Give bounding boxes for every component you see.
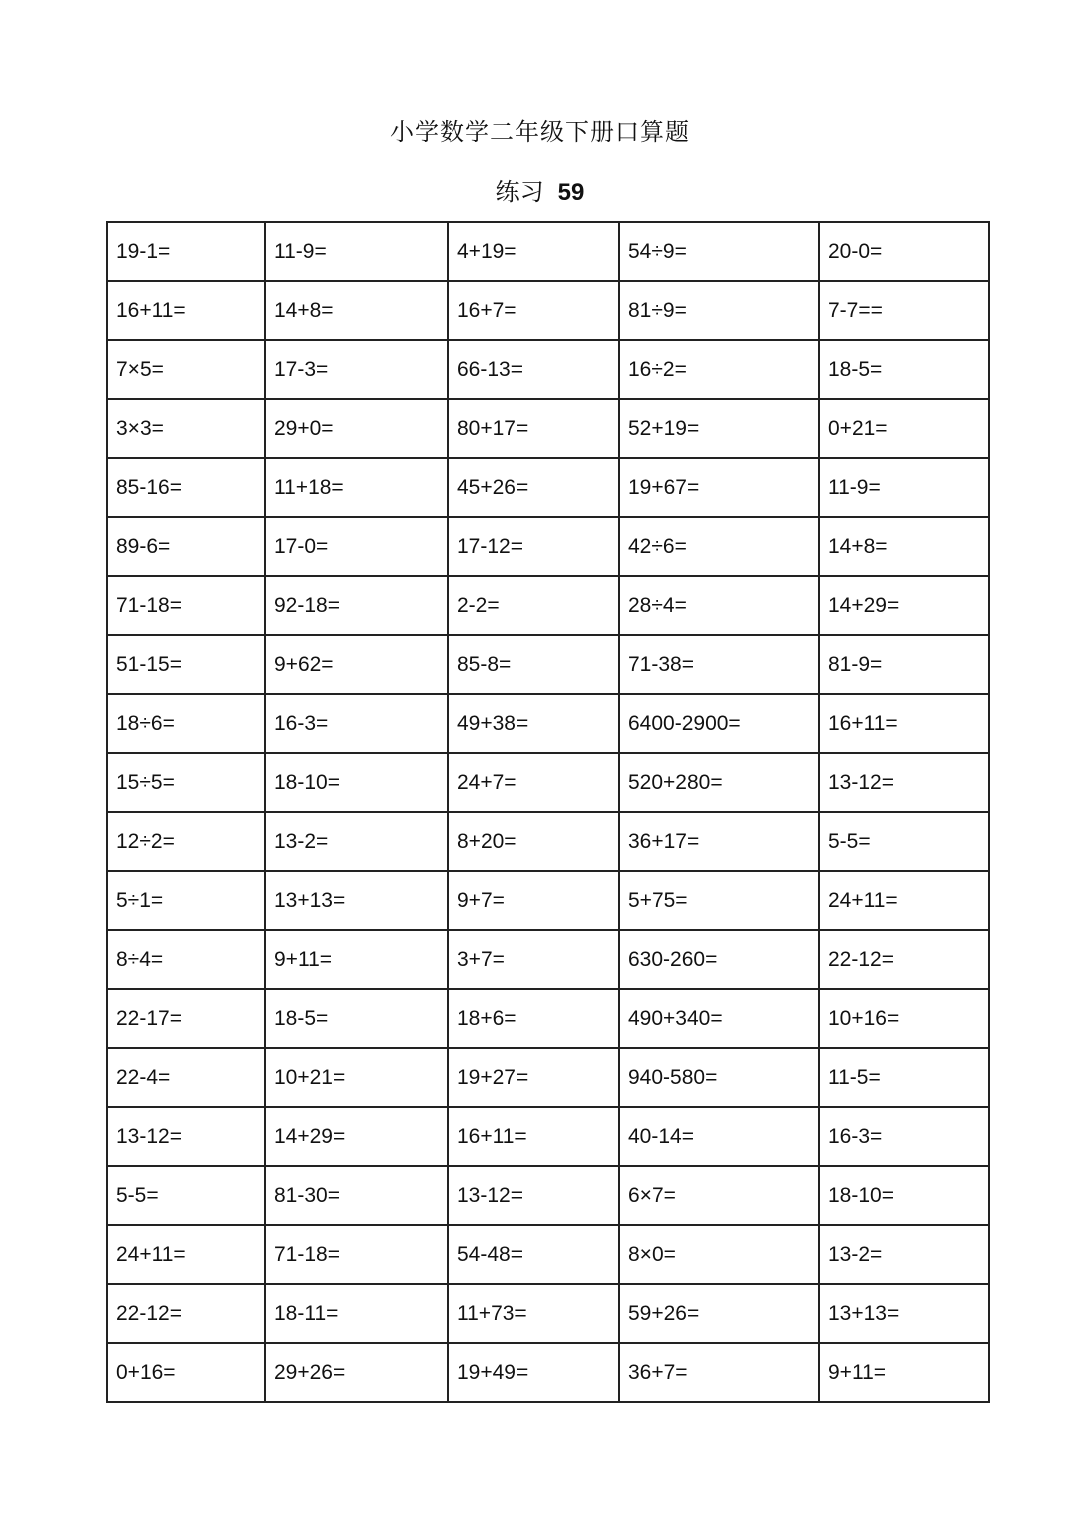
problem-cell: 22-17= xyxy=(107,989,265,1048)
table-row xyxy=(107,930,989,989)
problem-cell: 28÷4= xyxy=(619,576,819,635)
problem-cell: 81÷9= xyxy=(619,281,819,340)
problem-cell: 85-16= xyxy=(107,458,265,517)
problem-cell: 14+29= xyxy=(819,576,989,635)
problem-cell: 54-48= xyxy=(448,1225,619,1284)
problem-cell: 940-580= xyxy=(619,1048,819,1107)
table-row xyxy=(107,576,989,635)
problem-cell: 8×0= xyxy=(619,1225,819,1284)
problem-cell: 42÷6= xyxy=(619,517,819,576)
problem-cell: 13-12= xyxy=(448,1166,619,1225)
table-row xyxy=(107,222,989,281)
problem-cell: 66-13= xyxy=(448,340,619,399)
problem-cell: 5÷1= xyxy=(107,871,265,930)
problem-cell: 51-15= xyxy=(107,635,265,694)
problem-cell: 11-5= xyxy=(819,1048,989,1107)
problem-cell: 13-12= xyxy=(107,1107,265,1166)
problem-cell: 22-12= xyxy=(819,930,989,989)
table-row xyxy=(107,989,989,1048)
table-row xyxy=(107,1107,989,1166)
table-row xyxy=(107,635,989,694)
problem-cell: 7×5= xyxy=(107,340,265,399)
problem-cell: 16+11= xyxy=(819,694,989,753)
problem-cell: 81-30= xyxy=(265,1166,448,1225)
problem-cell: 14+8= xyxy=(265,281,448,340)
problem-cell: 13-2= xyxy=(265,812,448,871)
problem-table-body xyxy=(107,222,989,1402)
page-title: 小学数学二年级下册口算题 xyxy=(390,118,690,146)
problem-cell: 59+26= xyxy=(619,1284,819,1343)
problem-cell: 11-9= xyxy=(265,222,448,281)
problem-cell: 16÷2= xyxy=(619,340,819,399)
problem-cell: 18-11= xyxy=(265,1284,448,1343)
problem-cell: 16+11= xyxy=(107,281,265,340)
problem-cell: 14+29= xyxy=(265,1107,448,1166)
problem-cell: 16+7= xyxy=(448,281,619,340)
table-row xyxy=(107,1225,989,1284)
problem-cell: 19+27= xyxy=(448,1048,619,1107)
problem-cell: 24+11= xyxy=(107,1225,265,1284)
problem-cell: 14+8= xyxy=(819,517,989,576)
table-row xyxy=(107,517,989,576)
problem-cell: 54÷9= xyxy=(619,222,819,281)
problem-cell: 16-3= xyxy=(265,694,448,753)
problem-cell: 12÷2= xyxy=(107,812,265,871)
table-row xyxy=(107,812,989,871)
problem-cell: 13-12= xyxy=(819,753,989,812)
problem-cell: 13+13= xyxy=(265,871,448,930)
problem-cell: 0+21= xyxy=(819,399,989,458)
problem-cell: 49+38= xyxy=(448,694,619,753)
table-row xyxy=(107,1048,989,1107)
problem-cell: 0+16= xyxy=(107,1343,265,1402)
problem-cell: 17-3= xyxy=(265,340,448,399)
table-row xyxy=(107,1343,989,1402)
problem-cell: 9+11= xyxy=(819,1343,989,1402)
problem-cell: 3×3= xyxy=(107,399,265,458)
problem-cell: 520+280= xyxy=(619,753,819,812)
problem-cell: 71-38= xyxy=(619,635,819,694)
problem-cell: 18÷6= xyxy=(107,694,265,753)
problem-cell: 22-12= xyxy=(107,1284,265,1343)
problem-cell: 10+16= xyxy=(819,989,989,1048)
table-row xyxy=(107,458,989,517)
problem-cell: 16-3= xyxy=(819,1107,989,1166)
problem-cell: 16+11= xyxy=(448,1107,619,1166)
table-row xyxy=(107,399,989,458)
table-row xyxy=(107,694,989,753)
problem-cell: 5+75= xyxy=(619,871,819,930)
problem-cell: 3+7= xyxy=(448,930,619,989)
problem-cell: 9+7= xyxy=(448,871,619,930)
problem-cell: 9+11= xyxy=(265,930,448,989)
problem-cell: 6400-2900= xyxy=(619,694,819,753)
problem-cell: 71-18= xyxy=(265,1225,448,1284)
problem-cell: 5-5= xyxy=(819,812,989,871)
problem-cell: 19+49= xyxy=(448,1343,619,1402)
problem-cell: 6×7= xyxy=(619,1166,819,1225)
problem-cell: 24+11= xyxy=(819,871,989,930)
problem-cell: 22-4= xyxy=(107,1048,265,1107)
problem-cell: 17-0= xyxy=(265,517,448,576)
table-row xyxy=(107,753,989,812)
table-row xyxy=(107,340,989,399)
problem-cell: 89-6= xyxy=(107,517,265,576)
exercise-number: 59 xyxy=(557,179,585,206)
problem-cell: 17-12= xyxy=(448,517,619,576)
problem-cell: 20-0= xyxy=(819,222,989,281)
problem-cell: 52+19= xyxy=(619,399,819,458)
problem-cell: 8÷4= xyxy=(107,930,265,989)
problem-cell: 18-5= xyxy=(265,989,448,1048)
exercise-label: 练习 xyxy=(495,178,544,206)
problem-cell: 9+62= xyxy=(265,635,448,694)
table-row xyxy=(107,281,989,340)
problem-cell: 29+0= xyxy=(265,399,448,458)
table-row xyxy=(107,871,989,930)
problem-cell: 92-18= xyxy=(265,576,448,635)
problem-cell: 85-8= xyxy=(448,635,619,694)
problem-cell: 490+340= xyxy=(619,989,819,1048)
exercise-heading xyxy=(0,172,1080,207)
problem-cell: 2-2= xyxy=(448,576,619,635)
table-row xyxy=(107,1166,989,1225)
problem-cell: 29+26= xyxy=(265,1343,448,1402)
problem-cell: 40-14= xyxy=(619,1107,819,1166)
problem-cell: 5-5= xyxy=(107,1166,265,1225)
problem-cell: 36+17= xyxy=(619,812,819,871)
problem-cell: 80+17= xyxy=(448,399,619,458)
problem-cell: 11+73= xyxy=(448,1284,619,1343)
problem-cell: 71-18= xyxy=(107,576,265,635)
problem-table xyxy=(106,221,990,1403)
problem-cell: 13-2= xyxy=(819,1225,989,1284)
problem-cell: 19-1= xyxy=(107,222,265,281)
problem-cell: 18-10= xyxy=(819,1166,989,1225)
problem-cell: 4+19= xyxy=(448,222,619,281)
problem-cell: 11-9= xyxy=(819,458,989,517)
problem-cell: 11+18= xyxy=(265,458,448,517)
problem-cell: 8+20= xyxy=(448,812,619,871)
problem-cell: 13+13= xyxy=(819,1284,989,1343)
problem-cell: 18-10= xyxy=(265,753,448,812)
problem-cell: 15÷5= xyxy=(107,753,265,812)
problem-cell: 7-7== xyxy=(819,281,989,340)
problem-cell: 81-9= xyxy=(819,635,989,694)
problem-cell: 36+7= xyxy=(619,1343,819,1402)
problem-cell: 630-260= xyxy=(619,930,819,989)
problem-cell: 18+6= xyxy=(448,989,619,1048)
problem-cell: 24+7= xyxy=(448,753,619,812)
problem-cell: 45+26= xyxy=(448,458,619,517)
problem-cell: 10+21= xyxy=(265,1048,448,1107)
problem-cell: 18-5= xyxy=(819,340,989,399)
table-row xyxy=(107,1284,989,1343)
problem-cell: 19+67= xyxy=(619,458,819,517)
